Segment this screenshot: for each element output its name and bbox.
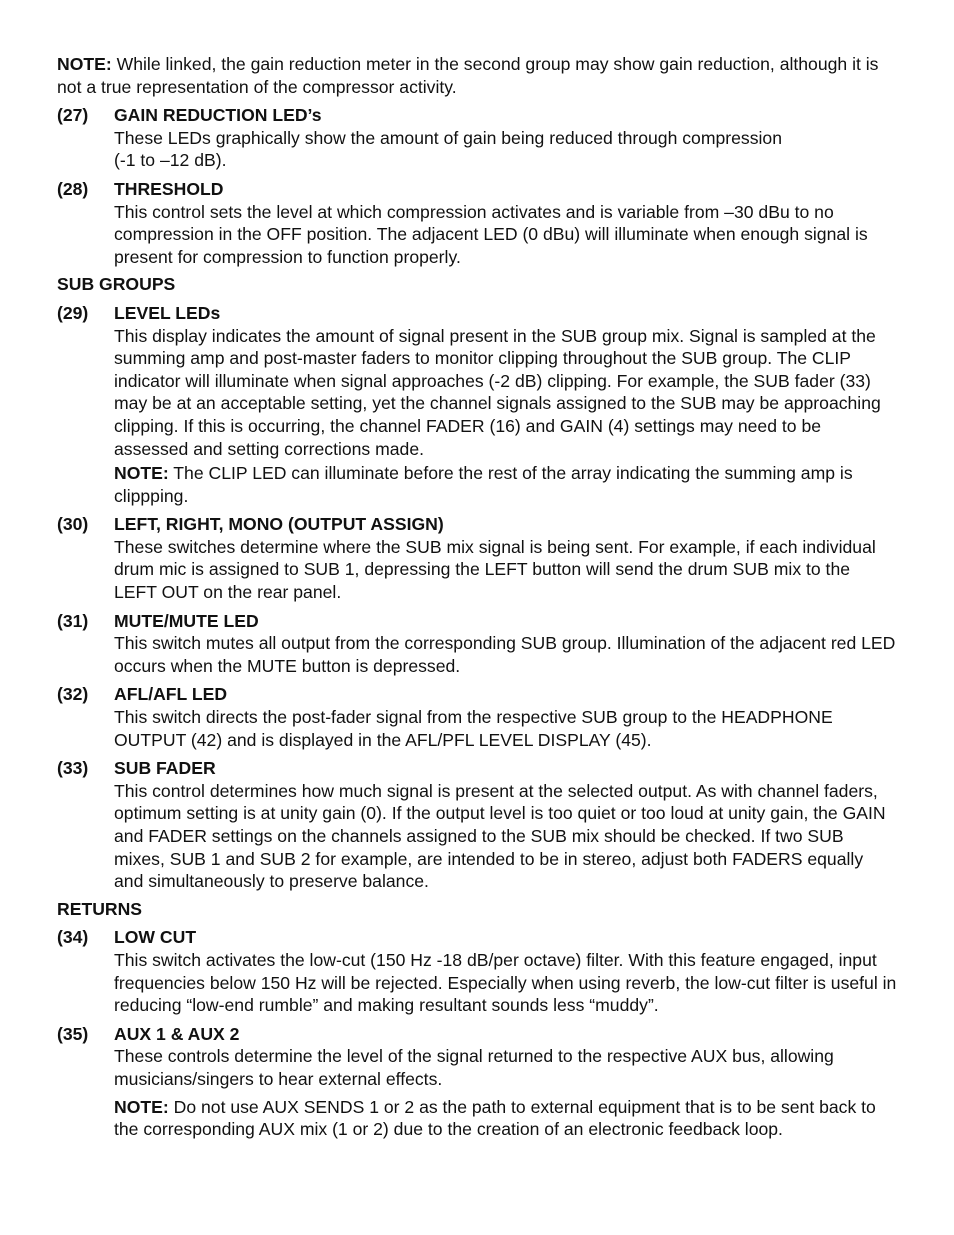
- item-entry: [57, 302, 897, 507]
- document-page: [57, 53, 897, 1141]
- note-label: NOTE:: [114, 463, 169, 484]
- item-entry: [57, 1023, 897, 1141]
- item-entry: [57, 104, 897, 172]
- item-heading: [57, 757, 897, 780]
- item-paragraph: [114, 201, 897, 269]
- item-title: SUB FADER: [114, 758, 216, 779]
- item-number: (30): [57, 514, 89, 535]
- item-description: [114, 1045, 897, 1140]
- item-paragraph: [114, 127, 897, 172]
- item-description: [114, 706, 897, 751]
- paragraph-text: This switch mutes all output from the corresponding SUB group. Illumination of the adjacent red LED occurs when the MUTE button is depressed.: [114, 633, 896, 676]
- paragraph-text: These controls determine the level of the signal returned to the respective AUX bus, allowing musicians/singers to hear external effects.: [114, 1046, 834, 1089]
- item-heading: [57, 513, 897, 536]
- item-number: (27): [57, 105, 89, 126]
- item-number: (28): [57, 178, 89, 199]
- item-heading: [57, 683, 897, 706]
- item-paragraph: [114, 536, 897, 604]
- item-entry: [57, 757, 897, 893]
- paragraph-text: This switch activates the low-cut (150 Hz -18 dB/per octave) filter. With this feature engaged, input frequencies below 150 Hz will be rejected. Especially when using reverb, the low-cut filter is useful in reducing “low-end rumble” and making resultant sounds less “muddy”.: [114, 949, 897, 1016]
- paragraph-text: This control sets the level at which compression activates and is variable from –30 dBu to no compression in the OFF position. The adjacent LED (0 dBu) will illuminate when enough signal is present for compression to function properly.: [114, 201, 868, 267]
- item-number: (35): [57, 1023, 89, 1044]
- note-label: NOTE:: [57, 54, 112, 74]
- item-description: [114, 780, 897, 893]
- item-title: LEVEL LEDs: [114, 302, 221, 323]
- item-title: MUTE/MUTE LED: [114, 610, 259, 631]
- item-description: [114, 325, 897, 508]
- item-paragraph: [114, 325, 897, 461]
- item-description: [114, 201, 897, 269]
- item-title: LEFT, RIGHT, MONO (OUTPUT ASSIGN): [114, 514, 444, 535]
- item-description: [114, 632, 897, 677]
- paragraph-text: This display indicates the amount of signal present in the SUB group mix. Signal is sampled at the summing amp and post-master faders to monitor clipping throughout the SUB group. The CLIP indicator will illuminate when signal approaches (-2 dB) clipping. For example, the SUB fader (33) may be at an acceptable setting, yet the channel signals assigned to the SUB may be approaching clipping. If this is occurring, the channel FADER (16) and GAIN (4) settings may need to be assessed and setting corrections made.: [114, 325, 881, 459]
- item-number: (33): [57, 758, 89, 779]
- item-paragraph: [114, 949, 897, 1017]
- item-title: AUX 1 & AUX 2: [114, 1023, 240, 1044]
- item-description: [114, 127, 897, 172]
- item-number: (34): [57, 927, 89, 948]
- paragraph-text: The CLIP LED can illuminate before the rest of the array indicating the summing amp is clippping.: [114, 463, 853, 506]
- item-entry: [57, 683, 897, 751]
- item-number: (29): [57, 302, 89, 323]
- note-label: NOTE:: [114, 1096, 169, 1117]
- section-heading: SUB GROUPS: [57, 274, 176, 295]
- paragraph-text: These switches determine where the SUB mix signal is being sent. For example, if each individual drum mic is assigned to SUB 1, depressing the LEFT button will send the drum SUB mix to the LEFT OUT on the rear panel.: [114, 536, 876, 603]
- item-number: (31): [57, 610, 89, 631]
- paragraph-text: This switch directs the post-fader signal from the respective SUB group to the HEADPHONE OUTPUT (42) and is displayed in the AFL/PFL LEVEL DISPLAY (45).: [114, 707, 833, 750]
- item-title: GAIN REDUCTION LED’s: [114, 105, 322, 126]
- note-text: While linked, the gain reduction meter in the second group may show gain reduction, although it is not a true representation of the compressor activity.: [57, 54, 879, 97]
- item-entry: [57, 610, 897, 678]
- intro-note: [57, 53, 897, 98]
- item-title: AFL/AFL LED: [114, 684, 228, 705]
- item-title: THRESHOLD: [114, 178, 224, 199]
- item-entry: [57, 926, 897, 1016]
- item-heading: [57, 926, 897, 949]
- item-heading: [57, 302, 897, 325]
- item-heading: [57, 104, 897, 127]
- document-body: [57, 104, 897, 1141]
- item-heading: [57, 178, 897, 201]
- paragraph-text: Do not use AUX SENDS 1 or 2 as the path to external equipment that is to be sent back to the corresponding AUX mix (1 or 2) due to the creation of an electronic feedback loop.: [114, 1096, 876, 1140]
- item-entry: [57, 178, 897, 268]
- item-description: [114, 949, 897, 1017]
- section-heading: RETURNS: [57, 898, 143, 919]
- item-paragraph: [114, 706, 897, 751]
- item-number: (32): [57, 684, 89, 705]
- item-entry: [57, 513, 897, 603]
- item-paragraph: [114, 780, 897, 893]
- item-heading: [57, 1023, 897, 1046]
- paragraph-text: These LEDs graphically show the amount of gain being reduced through compression (-1 to –12 dB).: [114, 127, 782, 171]
- item-paragraph: [114, 632, 897, 677]
- item-note: [114, 1096, 897, 1141]
- item-description: [114, 536, 897, 604]
- item-title: LOW CUT: [114, 927, 197, 948]
- item-note: [114, 462, 897, 507]
- item-heading: [57, 610, 897, 633]
- item-paragraph: [114, 1045, 897, 1090]
- paragraph-text: This control determines how much signal is present at the selected output. As with channel faders, optimum setting is at unity gain (0). If the output level is too quiet or too loud at unity gain, the GAIN and FADER settings on the channels assigned to the SUB mix should be checked. If two SUB mixes, SUB 1 and SUB 2 for example, are intended to be in stereo, adjust both FADERS equally and simultaneously to preserve balance.: [114, 780, 886, 892]
